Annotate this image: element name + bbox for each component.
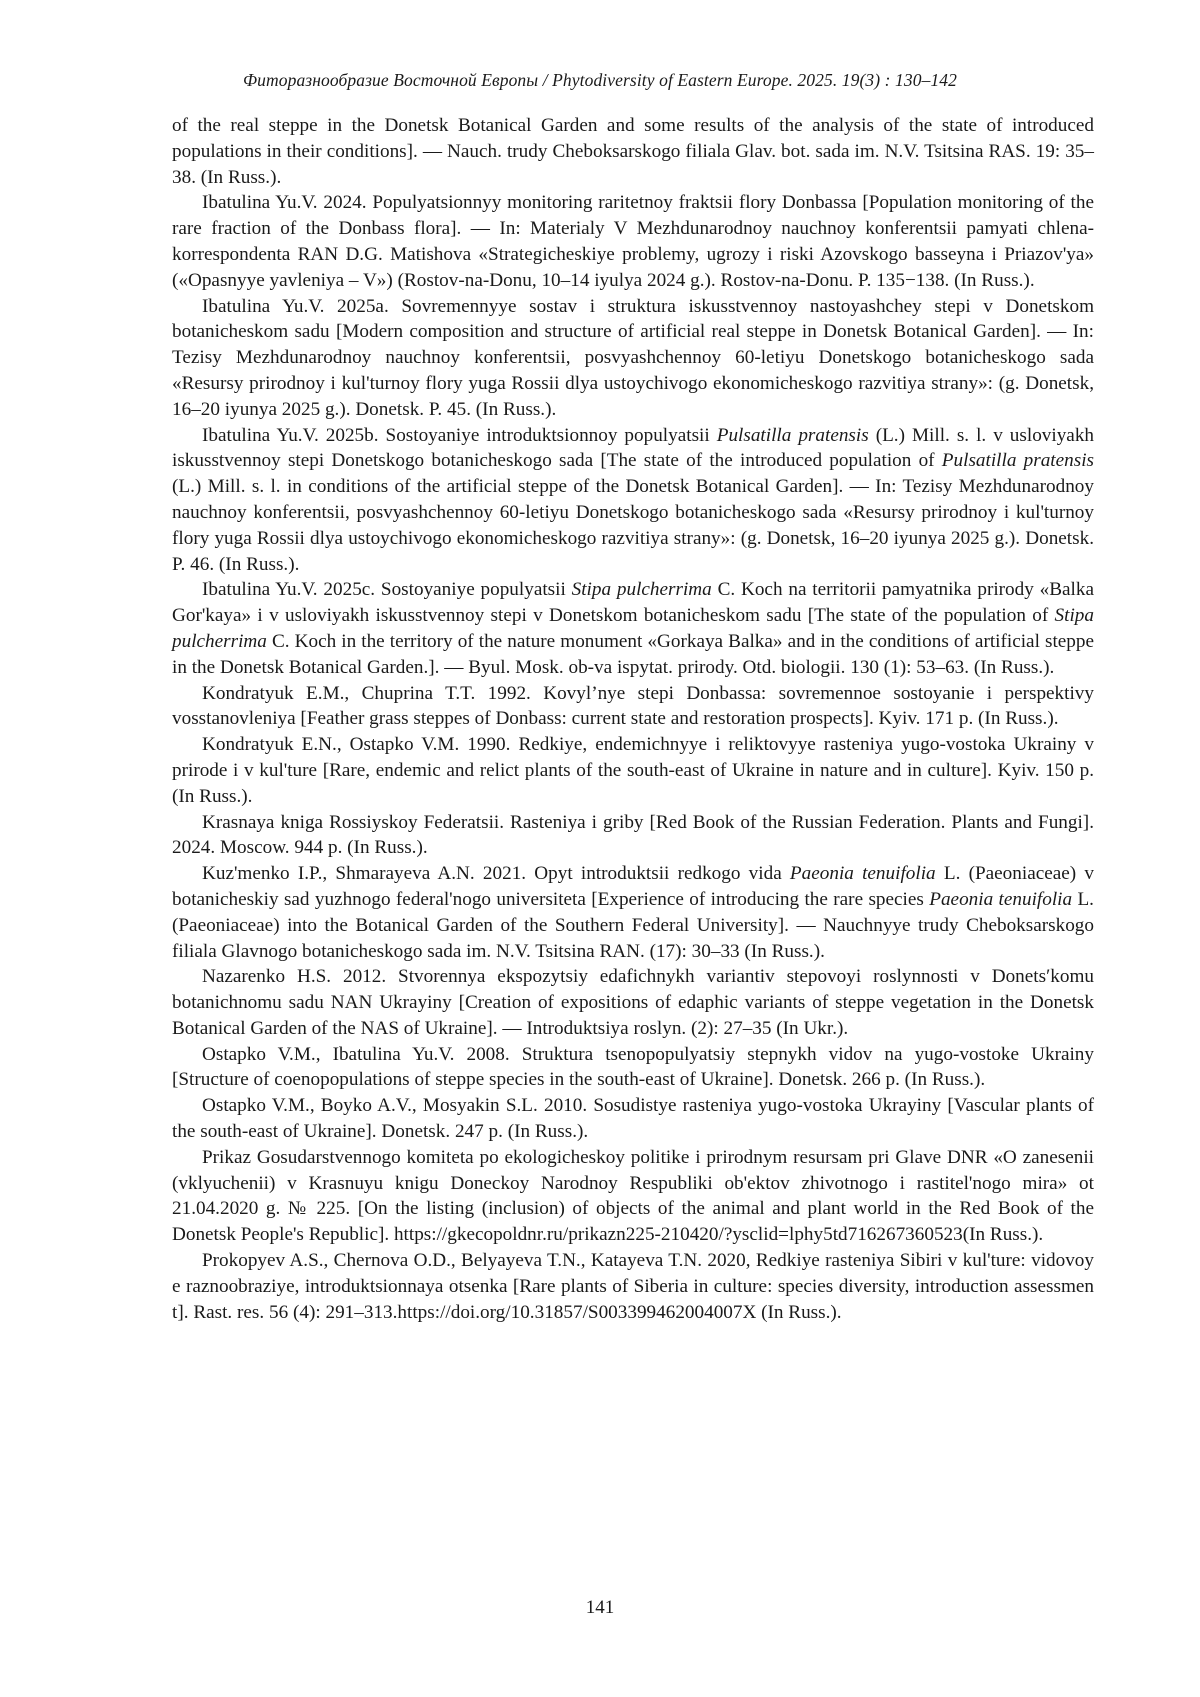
species-name: Paeonia tenuifolia [929,889,1072,910]
reference-text: Ostapko V.M., Ibatulina Yu.V. 2008. Struktura tsenopopulyatsiy stepnykh vidov na yugo-vostoke Ukrainy [Structure of coenopopulations of steppe species in the south-east of Ukraine]. Donetsk. 266 p. (In Russ.). [172,1044,1094,1091]
reference-text: Kuz'menko I.P., Shmarayeva A.N. 2021. Opyt introduktsii redkogo vida [202,863,790,884]
reference-text: C. Koch in the territory of the nature monument «Gorkaya Balka» and in the conditions of artificial steppe in the Donetsk Botanical Garden.]. — Byul. Mosk. ob-va ispytat. prirody. Otd. biologii. 130 (1): 53–63. (In Russ.). [172,631,1094,678]
reference-entry [172,681,1094,733]
reference-entry [172,1042,1094,1094]
reference-entry-continuation [172,113,1094,190]
reference-text: Ibatulina Yu.V. 2025a. Sovremennyye sostav i struktura iskusstvennoy nastoyashchey stepi v Donetskom botanicheskom sadu [Modern composition and structure of artificial real steppe in Donetsk Botanical Garden]. — In: Tezisy Mezhdunarodnoy nauchnoy konferentsii, posvyashchennoy 60-letiyu Donetskogo botanicheskogo sada «Resursy prirodnoy i kul'turnoy flory yuga Rossii dlya ustoychivogo ekonomicheskogo razvitiya strany»: (g. Donetsk, 16–20 iyunya 2025 g.). Donetsk. P. 45. (In Russ.). [172,296,1094,420]
reference-text: (L.) Mill. s. l. in conditions of the artificial steppe of the Donetsk Botanical Garden]. — In: Tezisy Mezhdunarodnoy nauchnoy konferentsii, posvyashchennoy 60-letiyu Donetskogo botanicheskogo sada «Resursy prirodnoy i kul'turnoy flory yuga Rossii dlya ustoychivogo ekonomicheskogo razvitiya strany»: (g. Donetsk, 16–20 iyunya 2025 g.). Donetsk. P. 46. (In Russ.). [172,476,1094,574]
reference-text: L. (Paeoniaceae) v botanicheskiy sad yuzhnogo federal'nogo universiteta [Experience of introducing the rare species [172,863,1094,910]
reference-entry [172,190,1094,293]
reference-entry [172,1093,1094,1145]
reference-text: Ostapko V.M., Boyko A.V., Mosyakin S.L. 2010. Sosudistye rasteniya yugo-vostoka Ukrayiny [Vascular plants of the south-east of Ukraine]. Donetsk. 247 p. (In Russ.). [172,1095,1094,1142]
reference-entry [172,964,1094,1041]
species-name: Stipa pulcherrima [572,579,712,600]
reference-text: Kondratyuk E.M., Chuprina T.T. 1992. Kovyl’nye stepi Donbassa: sovremennoe sostoyanie i perspektivy vosstanovleniya [Feather grass steppes of Donbass: current state and restoration prospects]. Kyiv. 171 p. (In Russ.). [172,683,1094,730]
reference-text: L. (Paeoniaceae) into the Botanical Garden of the Southern Federal University]. — Nauchnyye trudy Cheboksarskogo filiala Glavnogo botanicheskogo sada im. N.V. Tsitsina RAN. (17): 30–33 (In Russ.). [172,889,1094,962]
reference-entry [172,294,1094,423]
reference-entry [172,861,1094,964]
species-name: Pulsatilla pratensis [942,450,1094,471]
reference-entry [172,1145,1094,1248]
reference-entry [172,423,1094,578]
page-number: 141 [0,1597,1200,1619]
reference-text: of the real steppe in the Donetsk Botanical Garden and some results of the analysis of the state of introduced populations in their conditions]. — Nauch. trudy Cheboksarskogo filiala Glav. bot. sada im. N.V. Tsitsina RAS. 19: 35–38. (In Russ.). [172,115,1094,188]
species-name: Paeonia tenuifolia [790,863,936,884]
reference-entry [172,732,1094,809]
reference-text: C. Koch na territorii pamyatnika prirody «Balka Gor'kaya» i v usloviyakh iskusstvennoy stepi v Donetskom botanicheskom sadu [The state of the population of [172,579,1094,626]
reference-text: (L.) Mill. s. l. v usloviyakh iskusstvennoy stepi Donetskogo botanicheskogo sada [The state of the introduced population of [172,425,1094,472]
reference-text: Ibatulina Yu.V. 2024. Populyatsionnyy monitoring raritetnoy fraktsii flory Donbassa [Population monitoring of the rare fraction of the Donbass flora]. — In: Materialy V Mezhdunarodnoy nauchnoy konferentsii pamyati chlena-korrespondenta RAN D.G. Matishova «Strategicheskiye problemy, ugrozy i riski Azovskogo basseyna i Priazov'ya» («Opasnyye yavleniya – V») (Rostov-na-Donu, 10–14 iyulya 2024 g.). Rostov-na-Donu. P. 135−138. (In Russ.). [172,192,1094,290]
reference-entry [172,810,1094,862]
reference-text: Prikaz Gosudarstvennogo komiteta po ekologicheskoy politike i prirodnym resursam pri Glave DNR «O zanesenii (vklyuchenii) v Krasnuyu knigu Doneckoy Narodnoy Respubliki ob'ektov zhivotnogo i rastitel'nogo mira» ot 21.04.2020 g. № 225. [On the listing (inclusion) of objects of the animal and plant world in the Red Book of the Donetsk People's Republic]. https://gkecopoldnr.ru/prikazn225-210420/?ysclid=lphy5td716267360523(In Russ.). [172,1147,1094,1245]
running-header: Фиторазнообразие Восточной Европы / Phytodiversity of Eastern Europe. 2025. 19(3) : 130–142 [0,70,1200,91]
reference-text: Ibatulina Yu.V. 2025c. Sostoyaniye populyatsii [202,579,572,600]
reference-entry [172,577,1094,680]
species-name: Stipa pulcherrima [172,605,1094,652]
reference-text: Krasnaya kniga Rossiyskoy Federatsii. Rasteniya i griby [Red Book of the Russian Federation. Plants and Fungi]. 2024. Moscow. 944 p. (In Russ.). [172,812,1094,859]
reference-text: Prokopyev A.S., Chernova O.D., Belyayeva T.N., Katayeva T.N. 2020, Redkiye rasteniya Sibiri v kul'ture: vidovoye raznoobraziye, introduktsionnaya otsenka [Rare plants of Siberia in culture: species diversity, introduction assessment]. Rast. res. 56 (4): 291–313.https://doi.org/10.31857/S003399462004007X (In Russ.). [172,1250,1094,1323]
reference-list [172,113,1094,1325]
reference-text: Kondratyuk E.N., Ostapko V.M. 1990. Redkiye, endemichnyye i reliktovyye rasteniya yugo-vostoka Ukrainy v prirode i v kul'ture [Rare, endemic and relict plants of the south-east of Ukraine in nature and in culture]. Kyiv. 150 p. (In Russ.). [172,734,1094,807]
reference-text: Nazarenko H.S. 2012. Stvorennya ekspozytsiy edafichnykh variantiv stepovoyi roslynnosti v Donets′komu botanichnomu sadu NAN Ukrayiny [Creation of expositions of edaphic variants of steppe vegetation in the Donetsk Botanical Garden of the NAS of Ukraine]. — Introduktsiya roslyn. (2): 27–35 (In Ukr.). [172,966,1094,1039]
species-name: Pulsatilla pratensis [717,425,869,446]
reference-entry [172,1248,1094,1325]
reference-text: Ibatulina Yu.V. 2025b. Sostoyaniye introduktsionnoy populyatsii [202,425,717,446]
